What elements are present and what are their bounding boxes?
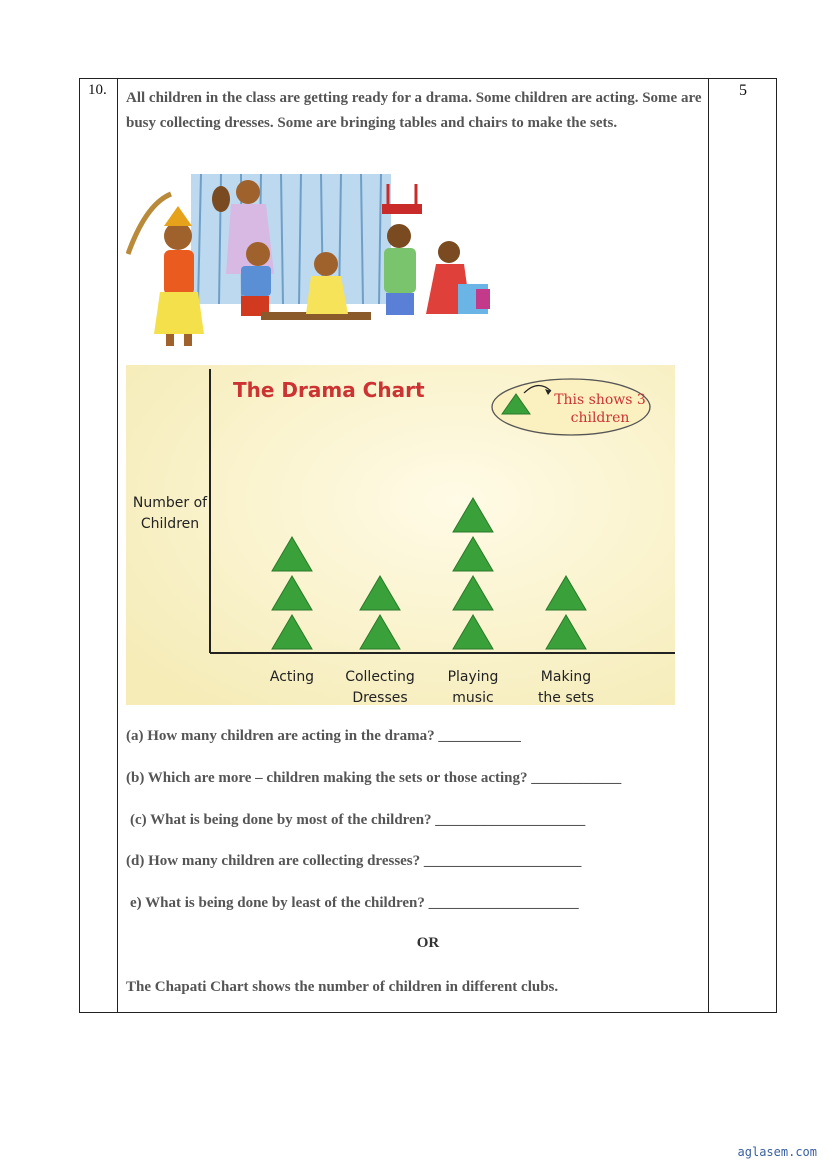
- drama-illustration: [126, 174, 496, 349]
- footer-site: aglasem.com: [737, 1145, 817, 1159]
- subquestion-d: (d) How many children are collecting dresses? _____________________: [126, 853, 582, 869]
- legend-text-line2: children: [570, 410, 630, 426]
- category-label: music: [452, 690, 494, 705]
- question-number: 10.: [88, 82, 107, 98]
- subquestion-c: (c) What is being done by most of the children? ____________________: [130, 812, 586, 828]
- subquestion-e: e) What is being done by least of the children? ____________________: [130, 895, 579, 911]
- category-label: Playing: [447, 669, 499, 685]
- or-label: OR: [416, 935, 440, 951]
- question-intro: All children in the class are getting ready for a drama. Some children are acting. Some are busy collecting dresses. Some are bringing tables and chairs to make the sets.: [126, 90, 702, 131]
- column-divider: [708, 79, 709, 1012]
- column-divider: [117, 79, 118, 1012]
- y-axis-label-line2: Children: [140, 516, 200, 532]
- y-axis-label-line1: Number of: [132, 495, 208, 511]
- category-label: Making: [540, 669, 592, 685]
- drama-chart: [126, 365, 675, 705]
- subquestion-b: (b) Which are more – children making the sets or those acting? ____________: [126, 770, 622, 786]
- category-label: the sets: [537, 690, 595, 705]
- category-label: Collecting: [345, 669, 415, 685]
- chart-title: The Drama Chart: [233, 378, 425, 402]
- closing-text: The Chapati Chart shows the number of children in different clubs.: [126, 979, 559, 995]
- legend-text-line1: This shows 3: [554, 392, 646, 408]
- category-label: Dresses: [352, 690, 408, 705]
- question-marks: 5: [739, 82, 747, 99]
- question-table: [79, 78, 777, 1013]
- subquestion-a: (a) How many children are acting in the drama? ___________: [126, 728, 521, 744]
- category-label: Acting: [269, 669, 315, 685]
